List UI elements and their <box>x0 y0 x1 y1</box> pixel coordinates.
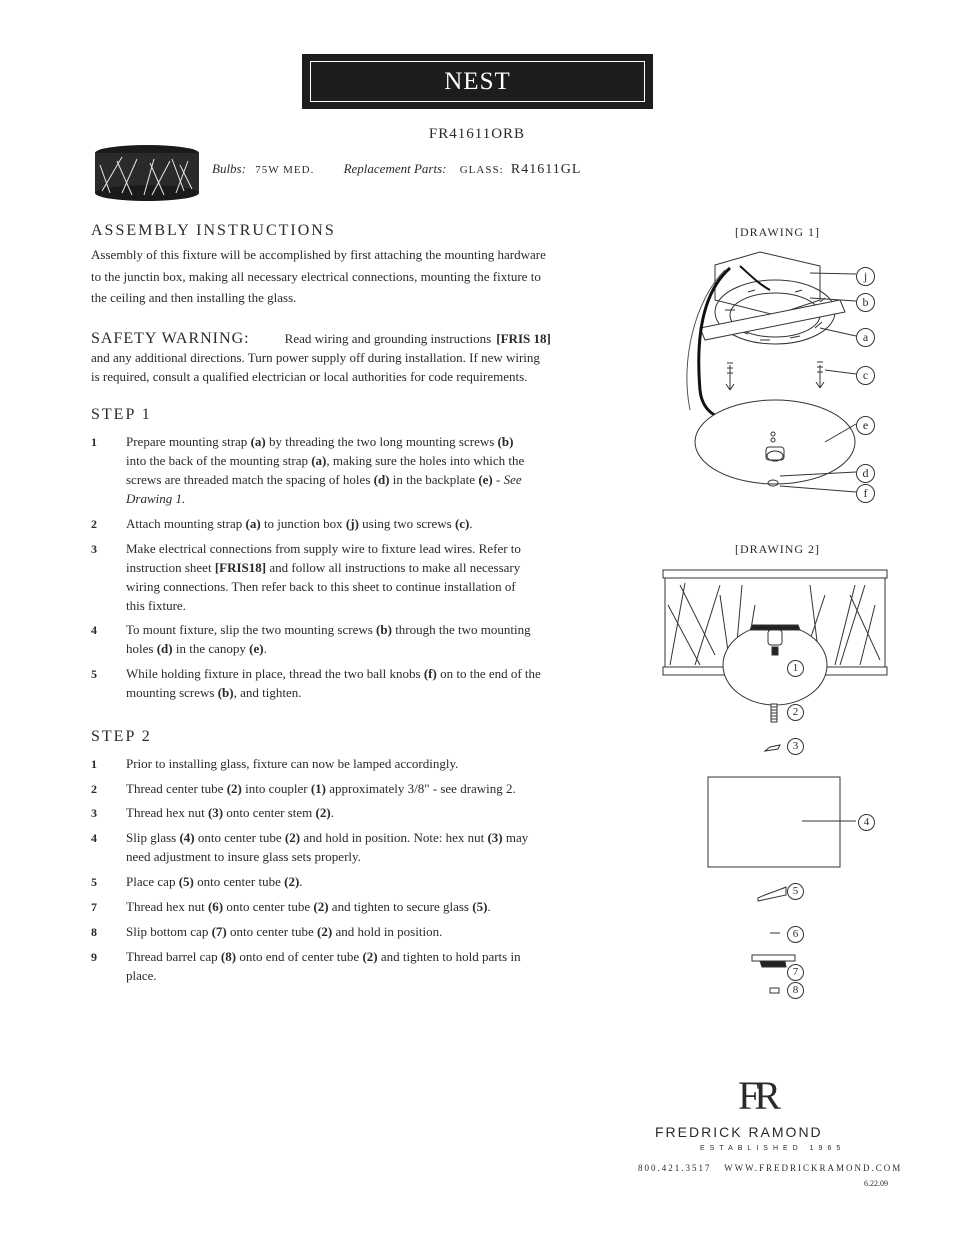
step-number: 1 <box>91 757 97 771</box>
callout-6: 6 <box>787 926 804 943</box>
safety-ref: [FRIS 18] <box>496 331 551 346</box>
assembly-line: the ceiling and then installing the glass. <box>91 290 297 305</box>
callout-8: 8 <box>787 982 804 999</box>
step2-heading: STEP 2 <box>91 728 152 745</box>
safety-line: is required, consult a qualified electrician or local authorities for code requirements. <box>91 369 528 384</box>
step-text: Place cap (5) onto center tube (2). <box>126 874 303 889</box>
step-number: 4 <box>91 623 97 637</box>
callout-a: a <box>856 328 875 347</box>
title-banner-frame <box>310 61 645 102</box>
step-number: 2 <box>91 517 97 531</box>
assembly-paragraph <box>91 244 631 309</box>
safety-heading: SAFETY WARNING: <box>91 330 250 347</box>
glass-label: GLASS: <box>459 164 504 176</box>
step-text: Slip bottom cap (7) onto center tube (2) and hold in position. <box>126 924 443 939</box>
brand-logo-monogram: FR <box>738 1073 775 1118</box>
callout-c: c <box>856 366 875 385</box>
callout-1: 1 <box>787 660 804 677</box>
safety-warning-line1 <box>91 328 631 348</box>
step-text: Make electrical connections from supply wire to fixture lead wires. Refer to instruction sheet [FRIS18] and follow all instructions to make all necessary wiring connections. Then refer back to this sheet to continue installation of this fixture. <box>126 541 521 613</box>
glass-part-number: R41611GL <box>510 162 582 177</box>
callout-3: 3 <box>787 738 804 755</box>
callout-e: e <box>856 416 875 435</box>
replacement-label: Replacement Parts: <box>343 161 447 176</box>
step-number: 8 <box>91 925 97 939</box>
callout-d: d <box>856 464 875 483</box>
step-text: Slip glass (4) onto center tube (2) and hold in position. Note: hex nut (3) may need adjustment to insure glass sets properly. <box>126 830 529 864</box>
assembly-line: to the junctin box, making all necessary electrical connections, mounting the fixture to <box>91 268 541 284</box>
step-text: Thread center tube (2) into coupler (1) approximately 3/8" - see drawing 2. <box>126 781 516 796</box>
step-text: Attach mounting strap (a) to junction box (j) using two screws (c). <box>126 516 473 531</box>
callout-j: j <box>856 267 875 286</box>
contact-info: 800.421.3517 WWW.FREDRICKRAMOND.COM <box>638 1163 903 1173</box>
product-title: NEST <box>444 67 511 95</box>
safety-paragraph <box>91 348 631 386</box>
callout-5: 5 <box>787 883 804 900</box>
safety-line: and any additional directions. Turn power supply off during installation. If new wiring <box>91 350 540 365</box>
callout-4: 4 <box>858 814 875 831</box>
title-banner <box>302 54 653 109</box>
step1-heading: STEP 1 <box>91 406 152 423</box>
model-number: FR41611ORB <box>428 126 526 142</box>
step-text: To mount fixture, slip the two mounting screws (b) through the two mounting holes (d) in the canopy (e). <box>126 622 531 656</box>
bulbs-label: Bulbs: <box>212 161 246 176</box>
step-number: 4 <box>91 831 97 845</box>
fixture-thumbnail <box>92 143 202 203</box>
assembly-line: Assembly of this fixture will be accomplished by first attaching the mounting hardware <box>91 247 546 262</box>
document-date: 6.22.09 <box>864 1179 888 1188</box>
step-number: 5 <box>91 875 97 889</box>
callout-f: f <box>856 484 875 503</box>
drawing1-label: [DRAWING 1] <box>735 225 821 239</box>
step-text: Prepare mounting strap (a) by threading the two long mounting screws (b) into the back of the mounting strap (a), making sure the holes into which the screws are threaded match the spacing of holes (d) in the backplate (e) - See Drawing 1. <box>126 434 525 506</box>
specs-line <box>212 161 581 178</box>
step-number: 9 <box>91 950 97 964</box>
step-number: 1 <box>91 435 97 449</box>
step-number: 7 <box>91 900 97 914</box>
step-text: Thread barrel cap (8) onto end of center tube (2) and tighten to hold parts in place. <box>126 949 521 983</box>
step-text: Thread hex nut (6) onto center tube (2) and tighten to secure glass (5). <box>126 899 491 914</box>
bulbs-value: 75W MED. <box>255 164 315 176</box>
brand-established: ESTABLISHED 1965 <box>700 1145 846 1152</box>
drawing2-label: [DRAWING 2] <box>735 542 821 556</box>
step-text: Thread hex nut (3) onto center stem (2). <box>126 805 334 820</box>
callout-7: 7 <box>787 964 804 981</box>
assembly-heading: ASSEMBLY INSTRUCTIONS <box>91 222 336 239</box>
step-text: Prior to installing glass, fixture can now be lamped accordingly. <box>126 756 459 771</box>
brand-name: FREDRICK RAMOND <box>655 1124 823 1140</box>
step-number: 3 <box>91 542 97 556</box>
step-number: 3 <box>91 806 97 820</box>
callout-b: b <box>856 293 875 312</box>
drawing2-glass-diagram <box>660 565 890 1010</box>
step-text: While holding fixture in place, thread the two ball knobs (f) on to the end of the mounting screws (b), and tighten. <box>126 666 541 700</box>
callout-2: 2 <box>787 704 804 721</box>
step-number: 2 <box>91 782 97 796</box>
safety-text: Read wiring and grounding instructions <box>284 331 492 346</box>
step-number: 5 <box>91 667 97 681</box>
